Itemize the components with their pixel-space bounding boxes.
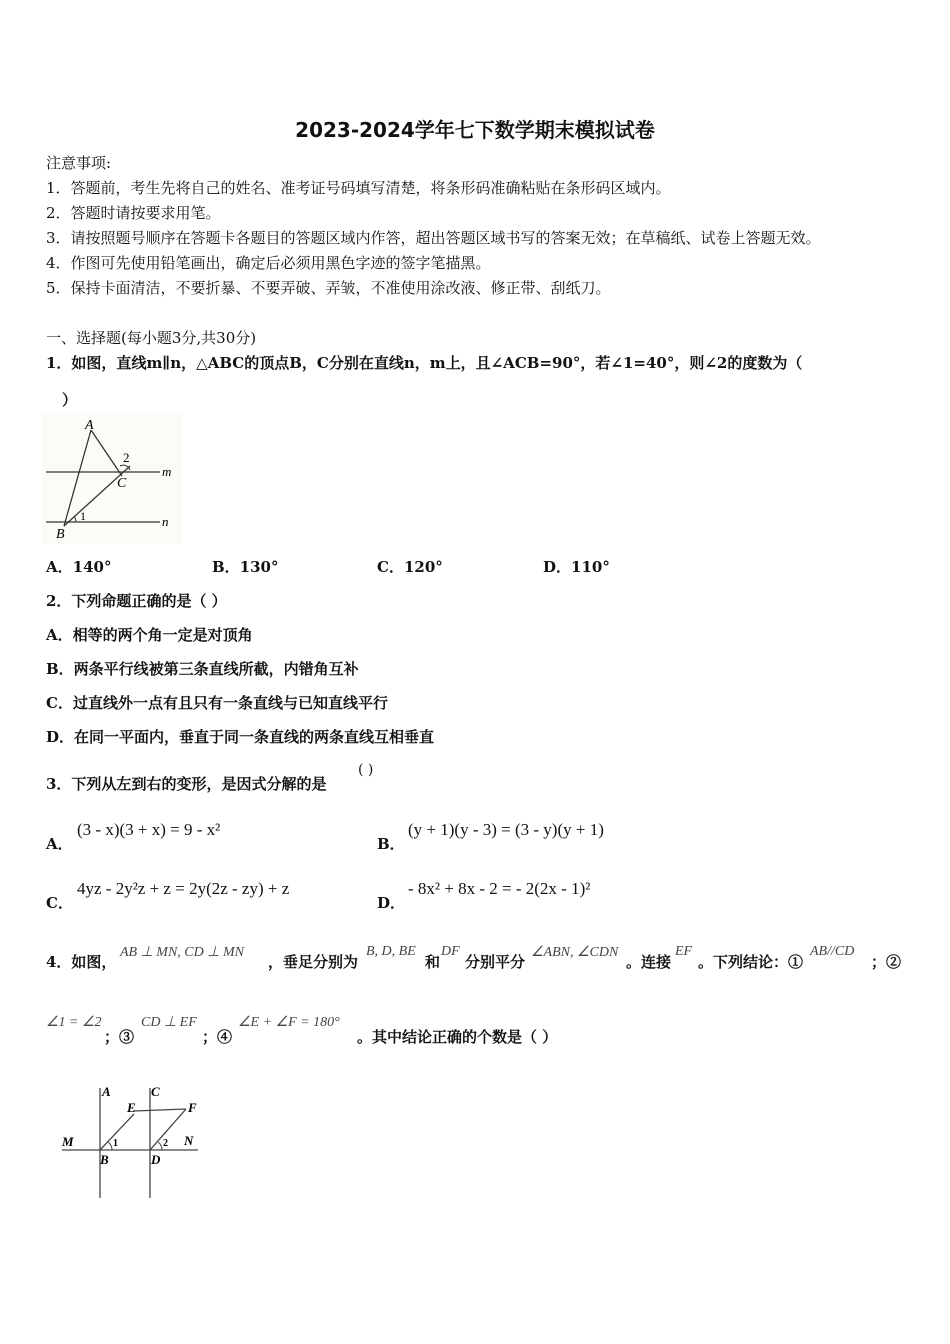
label-a: A [102, 1084, 111, 1099]
label-c: C [151, 1084, 160, 1099]
q3-option-c-expr: 4yz - 2y²z + z = 2y(2z - zy) + z [77, 879, 290, 898]
q4-text-2: ，垂足分别为 [268, 953, 359, 971]
q1-option-c[interactable]: C．120° [377, 558, 443, 576]
label-e: E [127, 1100, 136, 1115]
q3-option-b-expr: (y + 1)(y - 3) = (3 - y)(y + 1) [408, 820, 604, 839]
q4-math-5: EF [675, 944, 693, 959]
q3-option-a-label[interactable]: A． [46, 835, 73, 853]
label-b: B [100, 1152, 109, 1167]
q4-text-5: 。连接 [626, 953, 672, 971]
q2-stem: 2．下列命题正确的是（ ） [46, 592, 227, 610]
label-b: B [56, 527, 65, 542]
q3-option-b-label[interactable]: B． [377, 835, 405, 853]
q4-text-8: ；③ [104, 1028, 135, 1046]
q3-stem: 3．下列从左到右的变形，是因式分解的是 [46, 775, 327, 793]
q3-option-d-label[interactable]: D． [377, 894, 406, 912]
angle-1-arc [108, 1142, 112, 1150]
q1-option-b[interactable]: B．130° [212, 558, 279, 576]
segment-ef [134, 1109, 186, 1111]
q4-math-4: ∠ABN, ∠CDN [531, 945, 619, 960]
segment-df [150, 1109, 186, 1150]
q4-math-3: DF [441, 944, 460, 959]
section-heading: 一、选择题(每小题3分,共30分) [46, 329, 257, 347]
label-m: M [62, 1134, 74, 1149]
label-f: F [188, 1100, 197, 1115]
q4-text-1: 4．如图， [46, 953, 117, 971]
figure-background [42, 414, 182, 544]
q3-option-a-expr: (3 - x)(3 + x) = 9 - x² [77, 820, 221, 839]
q4-math-9: ∠E + ∠F = 180° [238, 1015, 340, 1030]
q4-math-1: AB ⊥ MN, CD ⊥ MN [120, 945, 244, 960]
label-c: C [117, 476, 127, 491]
q3-option-c-label[interactable]: C． [46, 894, 73, 912]
q1-stem: 1．如图，直线m∥n，△ABC的顶点B，C分别在直线n，m上，且∠ACB=90°，若∠1=40°，则∠2的度数为（ [46, 354, 803, 372]
q4-math-6: AB//CD [810, 944, 855, 959]
q2-option-d[interactable]: D．在同一平面内，垂直于同一条直线的两条直线互相垂直 [46, 728, 435, 746]
q4-math-2: B, D, BE [366, 944, 416, 959]
q4-math-7: ∠1 = ∠2 [46, 1015, 102, 1030]
q3-answer-paren: ( ) [358, 762, 374, 778]
label-a: A [85, 418, 94, 433]
note-item: 3．请按照题号顺序在答题卡各题目的答题区域内作答，超出答题区域书写的答案无效；在草稿纸、试卷上答题无效。 [46, 229, 821, 247]
notes-heading: 注意事项: [46, 154, 112, 172]
q4-text-4: 分别平分 [465, 953, 526, 971]
note-item: 5．保持卡面清洁，不要折暴、不要弄破、弄皱，不准使用涂改液、修正带、刮纸刀。 [46, 279, 611, 297]
q1-option-d[interactable]: D．110° [543, 558, 610, 576]
label-n: N [184, 1133, 194, 1148]
q4-text-7: ；② [871, 953, 902, 971]
q3-option-d-expr: - 8x² + 8x - 2 = - 2(2x - 1)² [408, 879, 591, 898]
q2-option-c[interactable]: C．过直线外一点有且只有一条直线与已知直线平行 [46, 694, 388, 712]
note-item: 4．作图可先使用铅笔画出，确定后必须用黑色字迹的签字笔描黑。 [46, 254, 491, 272]
label-d: D [151, 1152, 161, 1167]
q4-figure [58, 1082, 208, 1204]
label-angle-1: 1 [113, 1138, 118, 1149]
label-angle-2: 2 [163, 1138, 168, 1149]
label-n: n [162, 514, 169, 529]
q1-figure [42, 414, 182, 544]
q4-text-10: 。其中结论正确的个数是（ ） [357, 1028, 558, 1046]
note-item: 1．答题前，考生先将自己的姓名、准考证号码填写清楚，将条形码准确粘贴在条形码区域内。 [46, 179, 671, 197]
note-item: 2．答题时请按要求用笔。 [46, 204, 221, 222]
angle-2-arc [158, 1142, 162, 1150]
page-title: 2023-2024学年七下数学期末模拟试卷 [295, 118, 655, 142]
q1-option-a[interactable]: A．140° [46, 558, 112, 576]
label-angle-1: 1 [80, 509, 86, 523]
q1-stem-end: ） [62, 391, 78, 409]
label-angle-2: 2 [123, 450, 130, 465]
q4-math-8: CD ⊥ EF [141, 1015, 197, 1030]
q4-text-6: 。下列结论：① [698, 953, 804, 971]
q4-text-9: ；④ [202, 1028, 233, 1046]
label-m: m [162, 464, 172, 479]
q2-option-a[interactable]: A．相等的两个角一定是对顶角 [46, 626, 253, 644]
q4-text-3: 和 [425, 953, 441, 971]
q2-option-b[interactable]: B．两条平行线被第三条直线所截，内错角互补 [46, 660, 359, 678]
